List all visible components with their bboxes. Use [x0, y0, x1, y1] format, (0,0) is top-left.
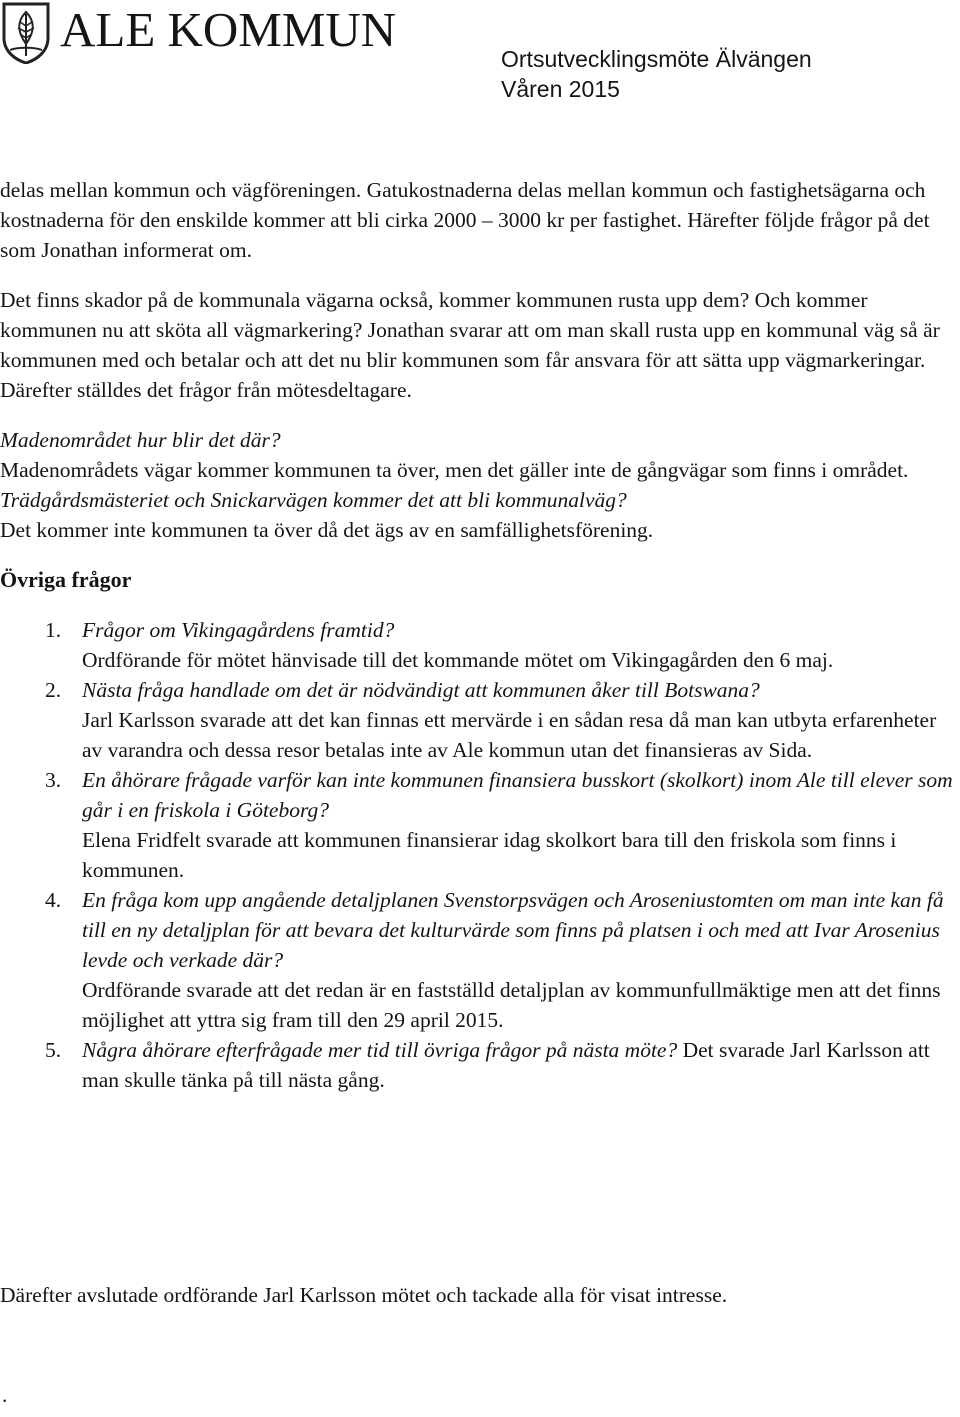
section-heading: Övriga frågor	[0, 567, 132, 592]
list-item	[0, 765, 958, 885]
answer-maden: Madenområdets vägar kommer kommunen ta över, men det gäller inte de gångvägar som finns i området.	[0, 458, 909, 482]
closing-paragraph: Därefter avslutade ordförande Jarl Karlsson mötet och tackade alla för visat intresse.	[0, 1283, 728, 1307]
question-maden: Madenområdet hur blir det där?	[0, 428, 281, 452]
meeting-period: Våren 2015	[501, 76, 620, 102]
list-item	[0, 885, 958, 1035]
question-list	[0, 615, 958, 1095]
meeting-header	[501, 44, 812, 104]
item-number: 5.	[45, 1038, 62, 1062]
item-answer: Det svarade Jarl Karlsson att man skulle tänka på till nästa gång.	[82, 1038, 930, 1092]
list-item	[0, 1035, 958, 1095]
meeting-title: Ortsutvecklingsmöte Älvängen	[501, 46, 812, 72]
list-item	[0, 675, 958, 765]
item-number: 4.	[45, 888, 62, 912]
item-question: En fråga kom upp angående detaljplanen Svenstorpsvägen och Aroseniustomten om man inte kan få till en ny detaljplan för att bevara det kulturvärde som finns på platsen i och med att Ivar Arosenius levde och verkade där?	[82, 888, 944, 972]
item-number: 3.	[45, 768, 62, 792]
answer-tradgard: Det kommer inte kommunen ta över då det ägs av en samfällighetsförening.	[0, 518, 654, 542]
paragraph-road-costs: delas mellan kommun och vägföreningen. Gatukostnaderna delas mellan kommun och fastighetsägarna och kostnaderna för den enskilde kommer att bli cirka 2000 – 3000 kr per fastighet. Härefter följde frågor på det som Jonathan informerat om.	[0, 178, 930, 262]
organization-name: ALE KOMMUN	[60, 2, 397, 57]
item-question: Frågor om Vikingagårdens framtid?	[82, 618, 395, 642]
item-answer: Elena Fridfelt svarade att kommunen finansierar idag skolkort bara till den friskola som finns i kommunen.	[82, 828, 897, 882]
question-tradgard: Trädgårdsmästeriet och Snickarvägen kommer det att bli kommunalväg?	[0, 488, 627, 512]
item-answer: Jarl Karlsson svarade att det kan finnas ett mervärde i en sådan resa då man kan utbyta erfarenheter av varandra och dessa resor betalas inte av Ale kommun utan det finansieras av Sida.	[82, 708, 937, 762]
item-question: Några åhörare efterfrågade mer tid till övriga frågor på nästa möte?	[82, 1038, 678, 1062]
item-answer: Ordförande för mötet hänvisade till det kommande mötet om Vikingagården den 6 maj.	[82, 648, 834, 672]
item-question: Nästa fråga handlade om det är nödvändigt att kommunen åker till Botswana?	[82, 678, 760, 702]
item-number: 2.	[45, 678, 62, 702]
item-question: En åhörare frågade varför kan inte kommunen finansiera busskort (skolkort) inom Ale till elever som går i en friskola i Göteborg?	[82, 768, 953, 822]
paragraph-road-damage: Det finns skador på de kommunala vägarna också, kommer kommunen rusta upp dem? Och kommer kommunen nu att sköta all vägmarkering? Jonathan svarar att om man skall rusta upp en kommunal väg så är kommunen med och betalar och att det nu blir kommunen som får ansvara för att sätta upp vägmarkeringar. Därefter ställdes det frågor från mötesdeltagare.	[0, 288, 940, 402]
municipality-logo-icon	[0, 0, 52, 64]
trailing-dot: .	[2, 1383, 8, 1407]
item-answer: Ordförande svarade att det redan är en fastställd detaljplan av kommunfullmäktige men att det finns möjlighet att yttra sig fram till den 29 april 2015.	[82, 978, 941, 1032]
item-number: 1.	[45, 618, 62, 642]
list-item	[0, 615, 958, 675]
document-body	[0, 175, 958, 1095]
